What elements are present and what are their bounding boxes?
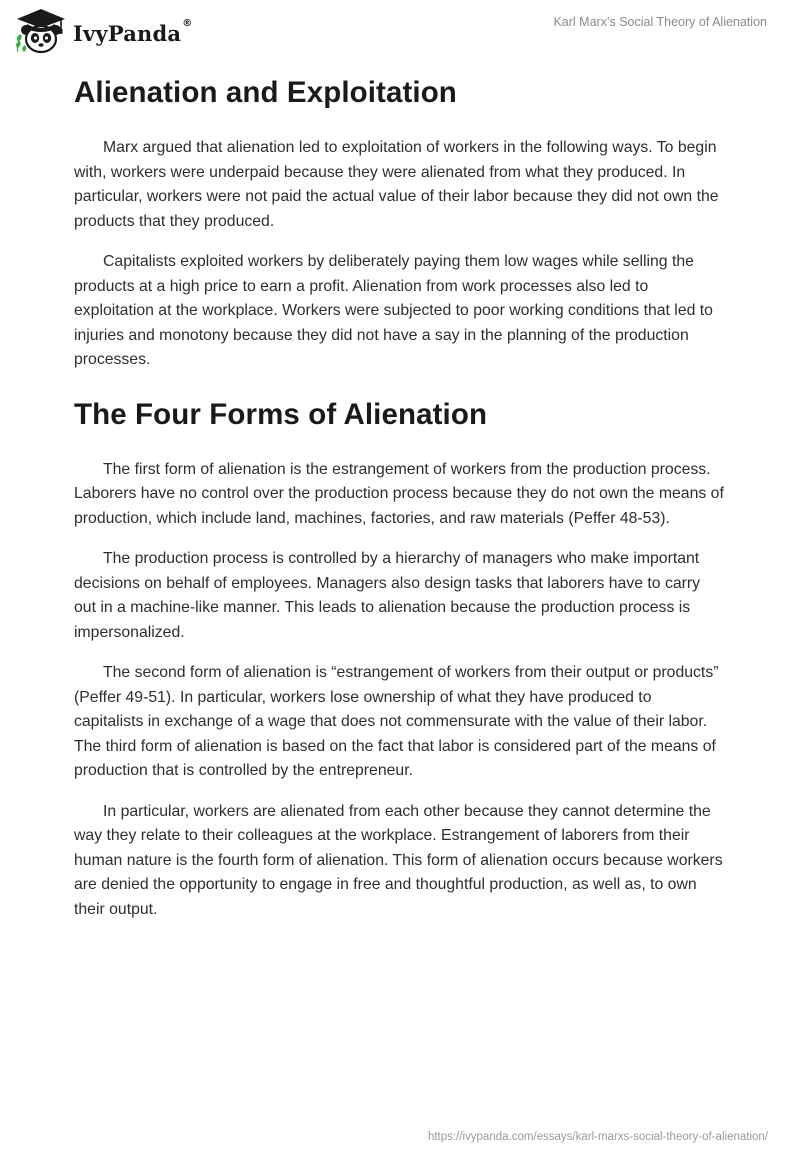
article-body [74, 72, 724, 922]
registered-mark: ® [182, 17, 193, 29]
page-header [0, 0, 800, 64]
section-heading-four-forms: The Four Forms of Alienation [74, 397, 488, 431]
panda-graduation-cap-icon [14, 8, 68, 56]
paragraph: The production process is controlled by a hierarchy of managers who make important decisions on behalf of employees. Managers also design tasks that laborers have to carry out in a machine-like manner. This leads to alienation because the production process is impersonalized. [74, 550, 701, 641]
source-url[interactable]: https://ivypanda.com/essays/karl-marxs-social-theory-of-alienation/ [427, 1131, 768, 1143]
paragraph: The first form of alienation is the estrangement of workers from the production process. Laborers have no control over the production process because they do not own the means of production, which include land, machines, factories, and raw materials (Peffer 48-53). [74, 460, 724, 527]
paragraph: In particular, workers are alienated from each other because they cannot determine the way they relate to their colleagues at the workplace. Estrangement of laborers from their human nature is the fourth form of alienation. This form of alienation occurs because workers are denied the opportunity to engage in free and thoughtful production, as well as, to own their output. [74, 802, 723, 918]
document-title: Karl Marx’s Social Theory of Alienation [553, 15, 767, 29]
ivypanda-logo[interactable] [14, 8, 192, 56]
section-heading-alienation-exploitation: Alienation and Exploitation [74, 76, 457, 109]
paragraph: The second form of alienation is “estrangement of workers from their output or products” (Peffer 49-51). In particular, workers lose ownership of what they have produced to capitalists in exchange of a wage that does not commensurate with the value of their labor. The third form of alienation is based on the fact that labor is considered part of the means of production that is controlled by the entrepreneur. [74, 664, 719, 779]
brand-name: IvyPanda® [73, 17, 193, 46]
paragraph: Capitalists exploited workers by deliberately paying them low wages while selling the products at a high price to earn a profit. Alienation from work processes also led to exploitation at the workplace. Workers were subjected to poor working conditions that led to injuries and monotony because they did not have a say in the planning of the production processes. [74, 253, 713, 368]
paragraph: Marx argued that alienation led to exploitation of workers in the following ways. To begin with, workers were underpaid because they were alienated from what they produced. In particular, workers were not paid the actual value of their labor because they did not own the products that they produced. [74, 139, 719, 230]
